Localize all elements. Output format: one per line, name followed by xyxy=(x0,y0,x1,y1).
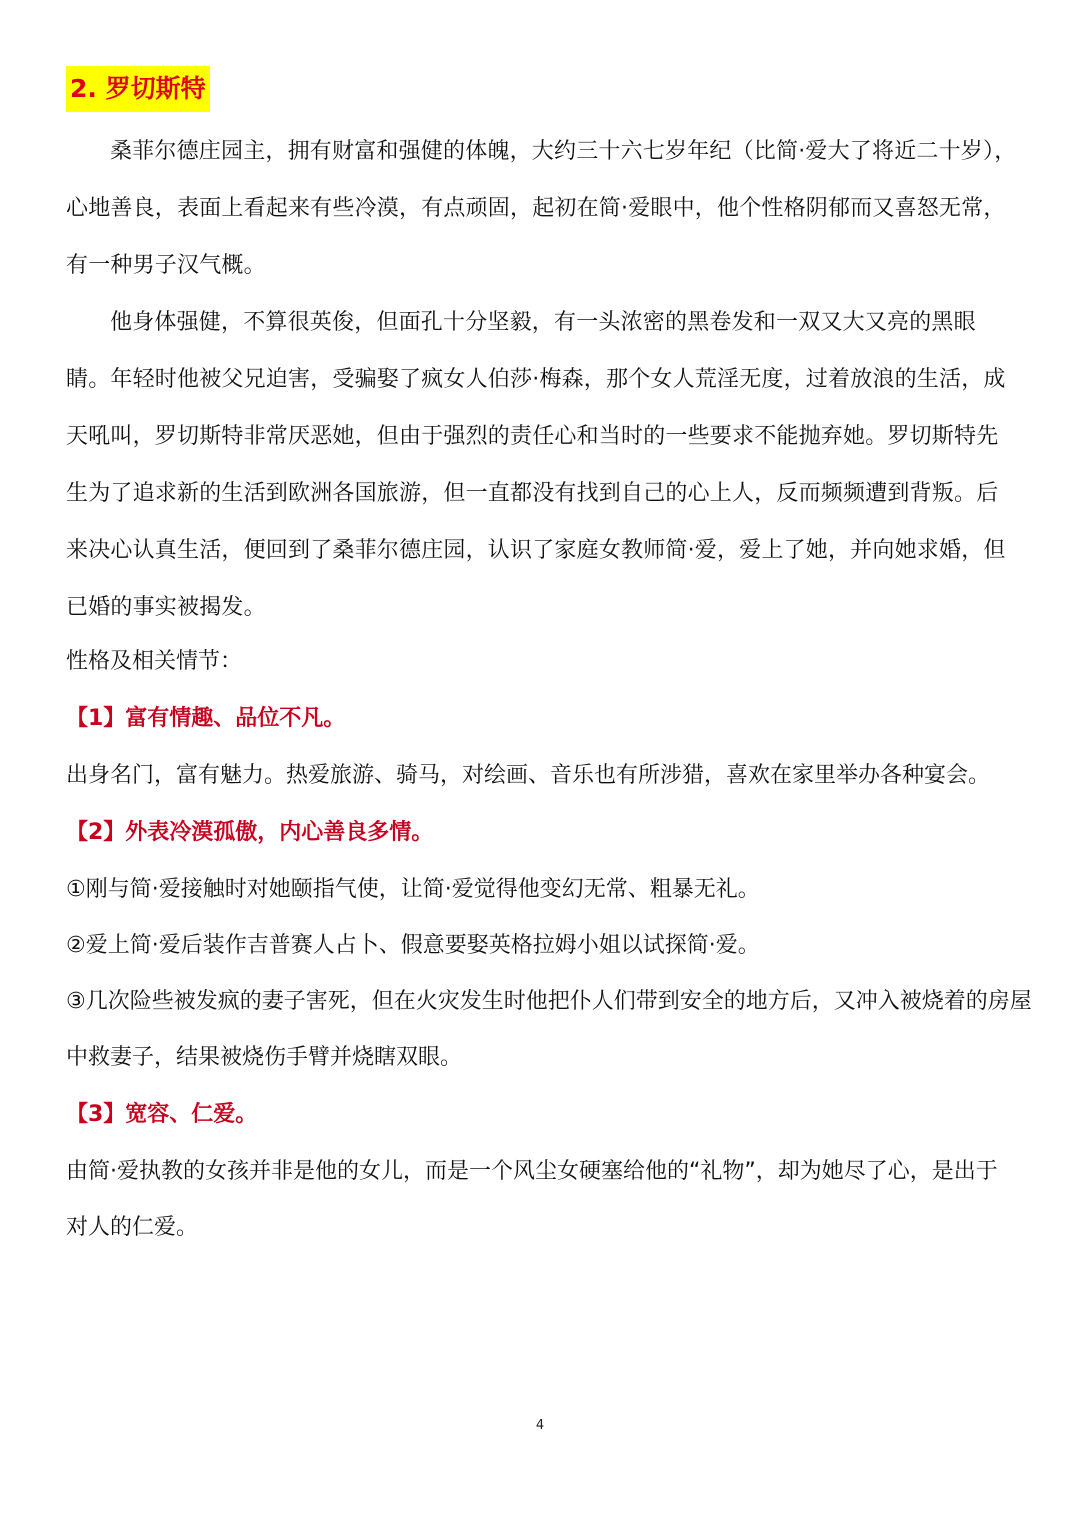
paragraph-text: 他身体强健，不算很英俊，但面孔十分坚毅，有一头浓密的黑卷发和一双又大又亮的黑眼睛。年轻时他被父兄迫害，受骗娶了疯女人伯莎·梅森，那个女人荒淫无度，过着放浪的生活，成天吼叫，罗切斯特非常厌恶她，但由于强烈的责任心和当时的一些要求不能抛弃她。罗切斯特先生为了追求新的生活到欧洲各国旅游，但一直都没有找到自己的心上人，反而频频遭到背叛。后来决心认真生活，便回到了桑菲尔德庄园，认识了家庭女教师简·爱，爱上了她，并向她求婚，但已婚的事实被揭发。 xyxy=(66,310,1006,620)
section-label: 性格及相关情节： xyxy=(66,649,243,674)
intro-paragraph-1 xyxy=(66,123,1018,294)
trait-title-3: 【3】宽容、仁爱。 xyxy=(66,1102,258,1127)
trait-title-2: 【2】外表冷漠孤傲，内心善良多情。 xyxy=(66,820,434,845)
trait-2-line-1: ①刚与简·爱接触时对她颐指气使，让简·爱觉得他变幻无常、粗暴无礼。 xyxy=(66,877,760,902)
trait-2-line-2: ②爱上简·爱后装作吉普赛人占卜、假意要娶英格拉姆小姐以试探简·爱。 xyxy=(66,933,760,958)
trait-title-1: 【1】富有情趣、品位不凡。 xyxy=(66,706,346,731)
section-heading: 2. 罗切斯特 xyxy=(66,66,210,112)
page-number: 4 xyxy=(535,1418,545,1433)
trait-2-line-4: 中救妻子，结果被烧伤手臂并烧瞎双眼。 xyxy=(66,1045,463,1070)
paragraph-text: 桑菲尔德庄园主，拥有财富和强健的体魄，大约三十六七岁年纪（比简·爱大了将近二十岁），心地善良，表面上看起来有些冷漠，有点顽固，起初在简·爱眼中，他个性格阴郁而又喜怒无常，有一种男子汉气概。 xyxy=(66,139,1017,278)
trait-3-line-2: 对人的仁爱。 xyxy=(66,1215,199,1240)
intro-paragraph-2 xyxy=(66,294,1018,636)
trait-2-line-3: ③几次险些被发疯的妻子害死，但在火灾发生时他把仆人们带到安全的地方后，又冲入被烧着的房屋 xyxy=(66,989,1032,1014)
trait-3-line-1: 由简·爱执教的女孩并非是他的女儿，而是一个风尘女硬塞给他的“礼物”，却为她尽了心，是出于 xyxy=(66,1159,998,1184)
trait-1-line: 出身名门，富有魅力。热爱旅游、骑马，对绘画、音乐也有所涉猎，喜欢在家里举办各种宴会。 xyxy=(66,763,991,788)
